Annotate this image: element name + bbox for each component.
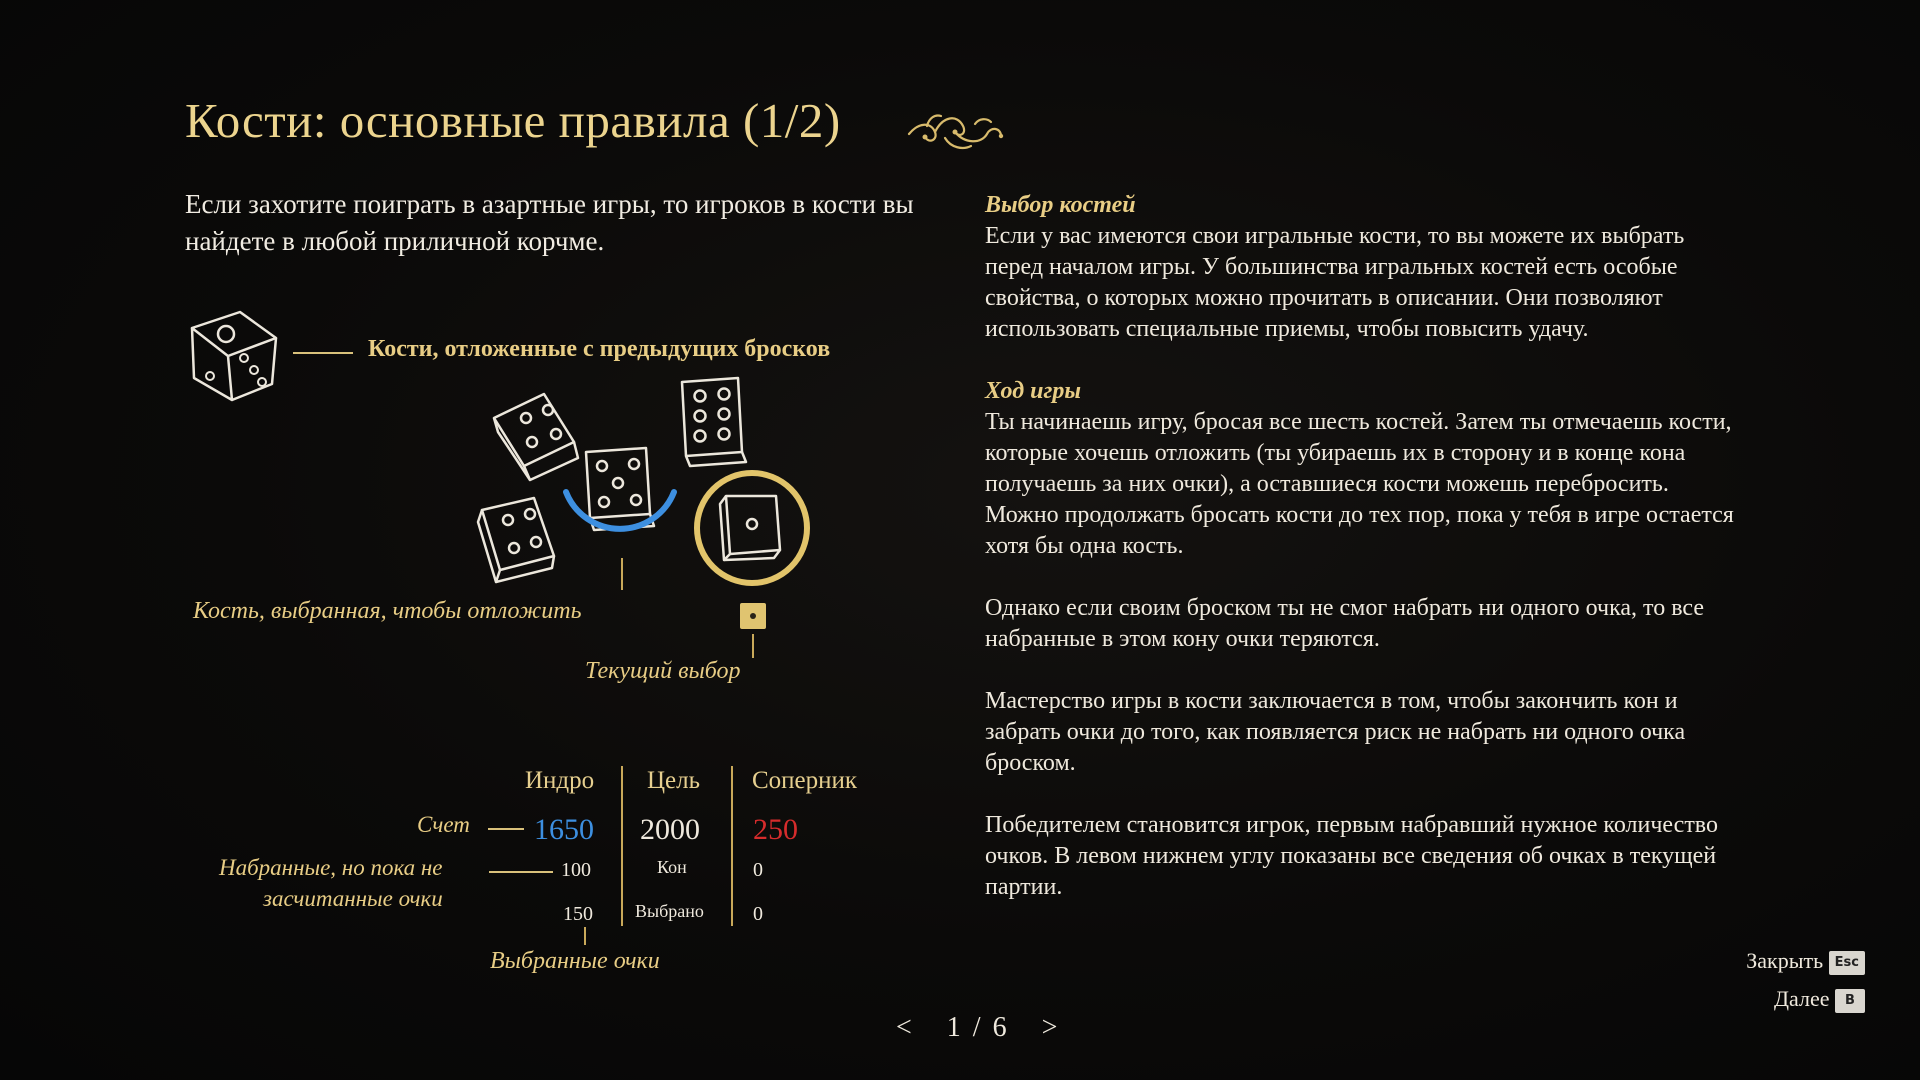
next-label[interactable]: Далее — [1774, 986, 1830, 1011]
flourish-ornament-icon — [905, 104, 1005, 160]
die-four-lower-icon — [478, 498, 554, 582]
selected-points-pointer-line — [584, 927, 586, 945]
rules-text — [985, 190, 1745, 934]
dice-cluster — [470, 370, 830, 600]
round-opponent-value: 0 — [753, 859, 763, 881]
score-pointer-line — [488, 828, 524, 830]
saved-dice-label: Кости, отложенные с предыдущих бросков — [368, 336, 831, 362]
saved-die-icon — [180, 300, 290, 410]
unbanked-pointer-line — [489, 871, 553, 873]
pager — [890, 1012, 1063, 1044]
section-paragraph: Если у вас имеются свои игральные кости, то вы можете их выбрать перед началом игры. У большинства игральных костей есть особые свойства, о которых можно прочитать в описании. Они позволяют использовать специальные приемы, чтобы повысить удачу. — [985, 223, 1685, 342]
current-choice-label: Текущий выбор — [585, 658, 741, 684]
section-paragraph: Ты начинаешь игру, бросая все шесть костей. Затем ты отмечаешь кости, которые хочешь отложить (ты убираешь их в сторону и в конце кона получаешь за них очки), а оставшиеся кости можешь перебросить. Можно продолжать бросать кости до тех пор, пока у тебя в игре остается хотя бы одна кость. — [985, 409, 1734, 559]
selected-die-label: Кость, выбранная, чтобы отложить — [193, 598, 582, 624]
intro-text: Если захотите поиграть в азартные игры, то игроков в кости вы найдете в любой приличной корчме. — [185, 189, 914, 256]
score-header-target: Цель — [647, 767, 701, 794]
target-score: 2000 — [640, 813, 700, 846]
round-label: Кон — [657, 857, 687, 877]
selected-opponent-value: 0 — [753, 903, 763, 925]
score-divider-right — [731, 766, 733, 926]
next-page-button[interactable]: > — [1041, 1012, 1058, 1043]
current-page: 1 — [946, 1012, 961, 1043]
score-header-player: Индро — [525, 767, 595, 794]
close-label[interactable]: Закрыть — [1746, 948, 1824, 973]
selected-die-arc — [566, 492, 674, 529]
die-six-icon — [682, 378, 746, 466]
page-title: Кости: основные правила (1/2) — [185, 93, 841, 148]
selected-points-label: Выбранные очки — [490, 948, 660, 974]
opponent-score: 250 — [753, 813, 798, 846]
die-four-icon — [494, 394, 578, 480]
current-choice-marker-icon — [740, 603, 766, 629]
die-one-current-icon — [720, 496, 780, 560]
selected-die-pointer-line — [621, 558, 623, 590]
selected-label: Выбрано — [635, 901, 704, 921]
unbanked-label-line2: засчитанные очки — [263, 886, 443, 911]
player-score: 1650 — [534, 813, 594, 846]
unbanked-label-line1: Набранные, но пока не — [219, 855, 443, 880]
score-divider-left — [621, 766, 623, 926]
next-control[interactable] — [1774, 986, 1865, 1013]
esc-key-icon[interactable]: Esc — [1829, 951, 1865, 975]
close-control[interactable] — [1746, 948, 1865, 975]
prev-page-button[interactable]: < — [896, 1012, 912, 1043]
current-choice-pointer-line — [752, 634, 754, 658]
section-dice-choice — [985, 190, 1745, 345]
total-pages: 6 — [992, 1012, 1007, 1043]
section-paragraph: Однако если своим броском ты не смог набрать ни одного очка, то все набранные в этом кону очки теряются. — [985, 595, 1704, 652]
b-key-icon[interactable]: B — [1835, 989, 1865, 1013]
score-label: Счет — [417, 812, 470, 837]
section-paragraph: Мастерство игры в кости заключается в том, чтобы закончить кон и забрать очки до того, как появляется риск не набрать ни одного очка броском. — [985, 688, 1686, 776]
die-five-selected-icon — [586, 448, 654, 530]
section-heading: Ход игры — [985, 378, 1081, 404]
selected-points-value: 150 — [563, 903, 593, 925]
page-separator: / — [972, 1012, 981, 1043]
score-header-opponent: Соперник — [752, 767, 858, 794]
section-paragraph: Победителем становится игрок, первым набравший нужное количество очков. В левом нижнем углу показаны все сведения об очках в текущей партии. — [985, 812, 1718, 900]
round-points-value: 100 — [561, 859, 591, 881]
saved-dice-pointer-line — [293, 352, 353, 354]
section-heading: Выбор костей — [985, 192, 1136, 218]
section-gameplay — [985, 376, 1745, 903]
